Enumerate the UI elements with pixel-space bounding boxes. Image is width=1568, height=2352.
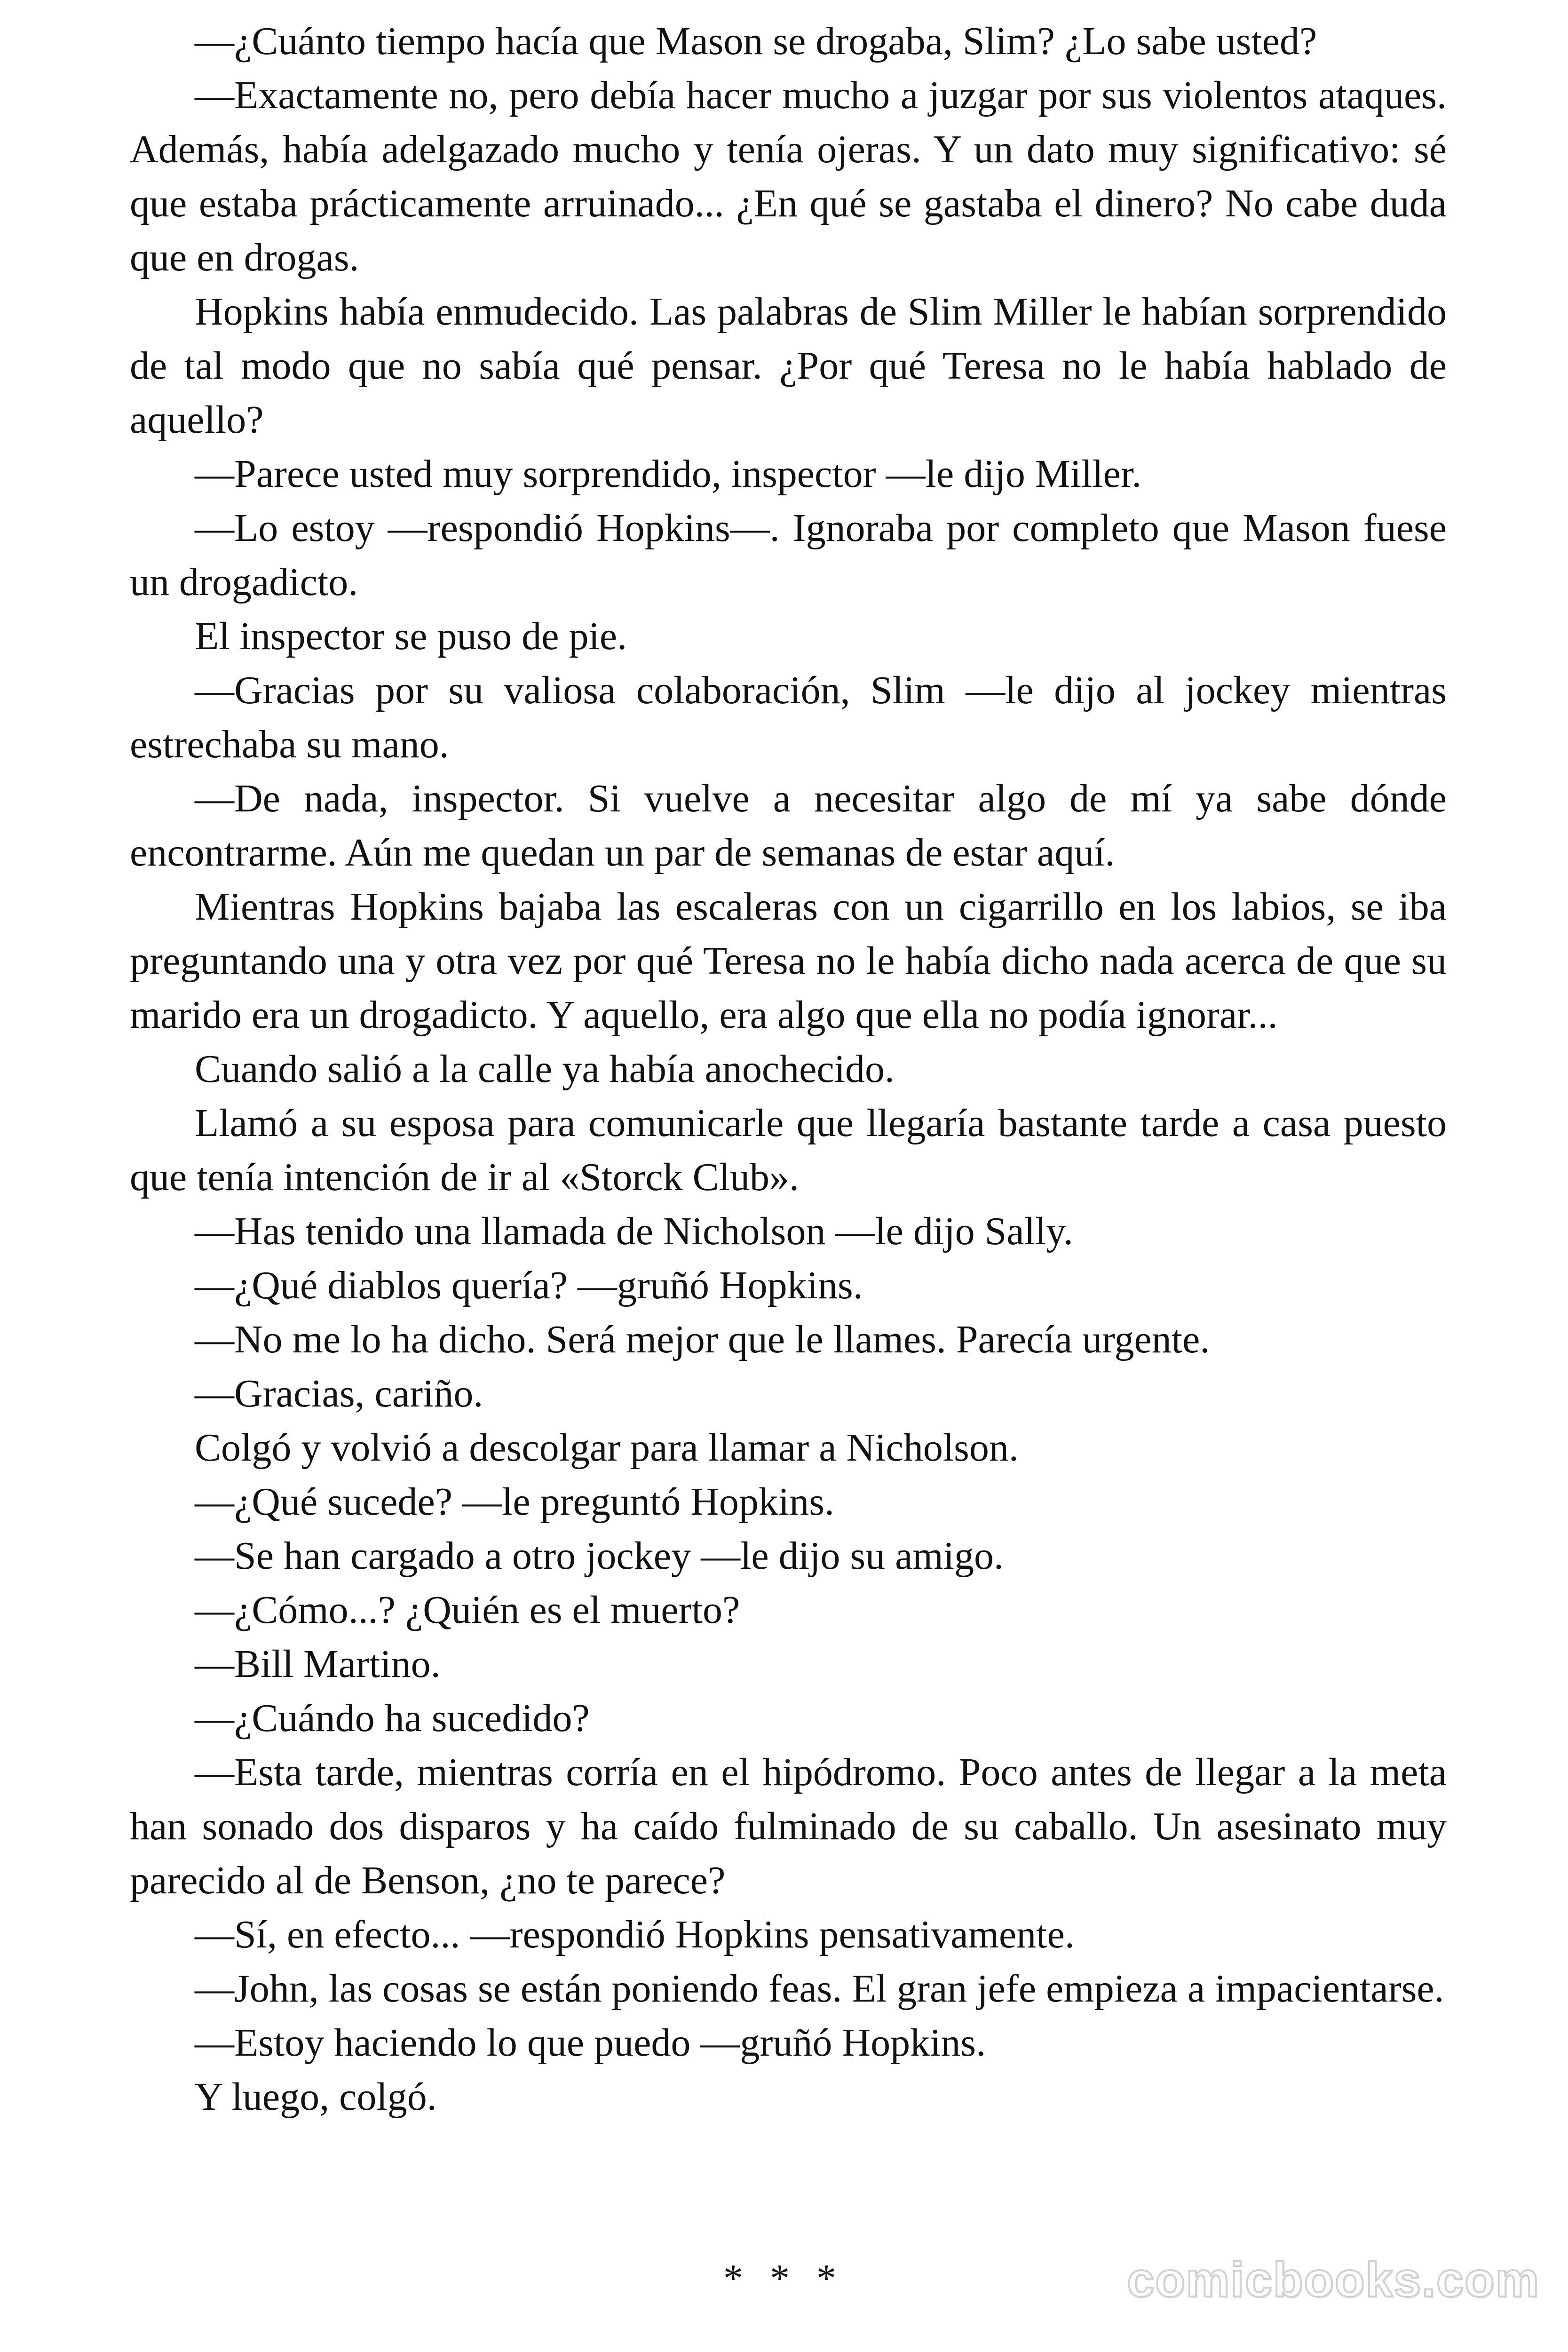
paragraph: —Estoy haciendo lo que puedo —gruñó Hopkins. <box>195 2021 986 2065</box>
paragraph: —Parece usted muy sorprendido, inspector —le dijo Miller. <box>195 452 1142 496</box>
paragraph: —Exactamente no, pero debía hacer mucho a juzgar por sus violentos ataques. Además, había adelgazado mucho y tenía ojeras. Y un dato muy significativo: sé que estaba prácticamente arruinado... ¿En qué se gastaba el dinero? No cabe duda que en drogas. <box>130 73 1447 279</box>
paragraph: Colgó y volvió a descolgar para llamar a Nicholson. <box>195 1426 1019 1470</box>
paragraph: —¿Cuándo ha sucedido? <box>195 1696 590 1740</box>
paragraph: —Se han cargado a otro jockey —le dijo su amigo. <box>195 1534 1004 1578</box>
paragraph: —¿Cómo...? ¿Quién es el muerto? <box>195 1588 740 1632</box>
paragraph: —¿Cuánto tiempo hacía que Mason se drogaba, Slim? ¿Lo sabe usted? <box>195 19 1317 63</box>
paragraph: —Lo estoy —respondió Hopkins—. Ignoraba por completo que Mason fuese un drogadicto. <box>130 506 1447 604</box>
section-separator: * * * <box>723 2257 845 2300</box>
paragraph: Llamó a su esposa para comunicarle que llegaría bastante tarde a casa puesto que tenía intención de ir al «Storck Club». <box>130 1101 1447 1199</box>
paragraph: —¿Qué sucede? —le preguntó Hopkins. <box>195 1480 834 1524</box>
paragraph: Mientras Hopkins bajaba las escaleras con un cigarrillo en los labios, se iba preguntando una y otra vez por qué Teresa no le había dicho nada acerca de que su marido era un drogadicto. Y aquello, era algo que ella no podía ignorar... <box>130 885 1447 1037</box>
paragraph: —No me lo ha dicho. Será mejor que le llames. Parecía urgente. <box>195 1318 1210 1361</box>
paragraph: —Gracias, cariño. <box>195 1372 483 1415</box>
body-text <box>130 14 1447 2124</box>
paragraph: —Bill Martino. <box>195 1642 441 1686</box>
paragraph: El inspector se puso de pie. <box>195 614 627 658</box>
paragraph: Hopkins había enmudecido. Las palabras de Slim Miller le habían sorprendido de tal modo que no sabía qué pensar. ¿Por qué Teresa no le había hablado de aquello? <box>130 290 1447 442</box>
paragraph: —De nada, inspector. Si vuelve a necesitar algo de mí ya sabe dónde encontrarme. Aún me quedan un par de semanas de estar aquí. <box>130 777 1447 874</box>
paragraph: —Esta tarde, mientras corría en el hipódromo. Poco antes de llegar a la meta han sonado dos disparos y ha caído fulminado de su caballo. Un asesinato muy parecido al de Benson, ¿no te parece? <box>130 1750 1447 1902</box>
paragraph: Cuando salió a la calle ya había anochecido. <box>195 1047 895 1091</box>
paragraph: —¿Qué diablos quería? —gruñó Hopkins. <box>195 1263 863 1307</box>
paragraph: —Has tenido una llamada de Nicholson —le dijo Sally. <box>195 1209 1073 1253</box>
paragraph: —Sí, en efecto... —respondió Hopkins pensativamente. <box>195 1913 1075 1956</box>
paragraph: —John, las cosas se están poniendo feas. El gran jefe empieza a impacientarse. <box>195 1967 1444 2010</box>
watermark: comicbooks.com <box>1127 2253 1540 2307</box>
paragraph: —Gracias por su valiosa colaboración, Slim —le dijo al jockey mientras estrechaba su mano. <box>130 668 1447 766</box>
paragraph: Y luego, colgó. <box>195 2075 437 2119</box>
